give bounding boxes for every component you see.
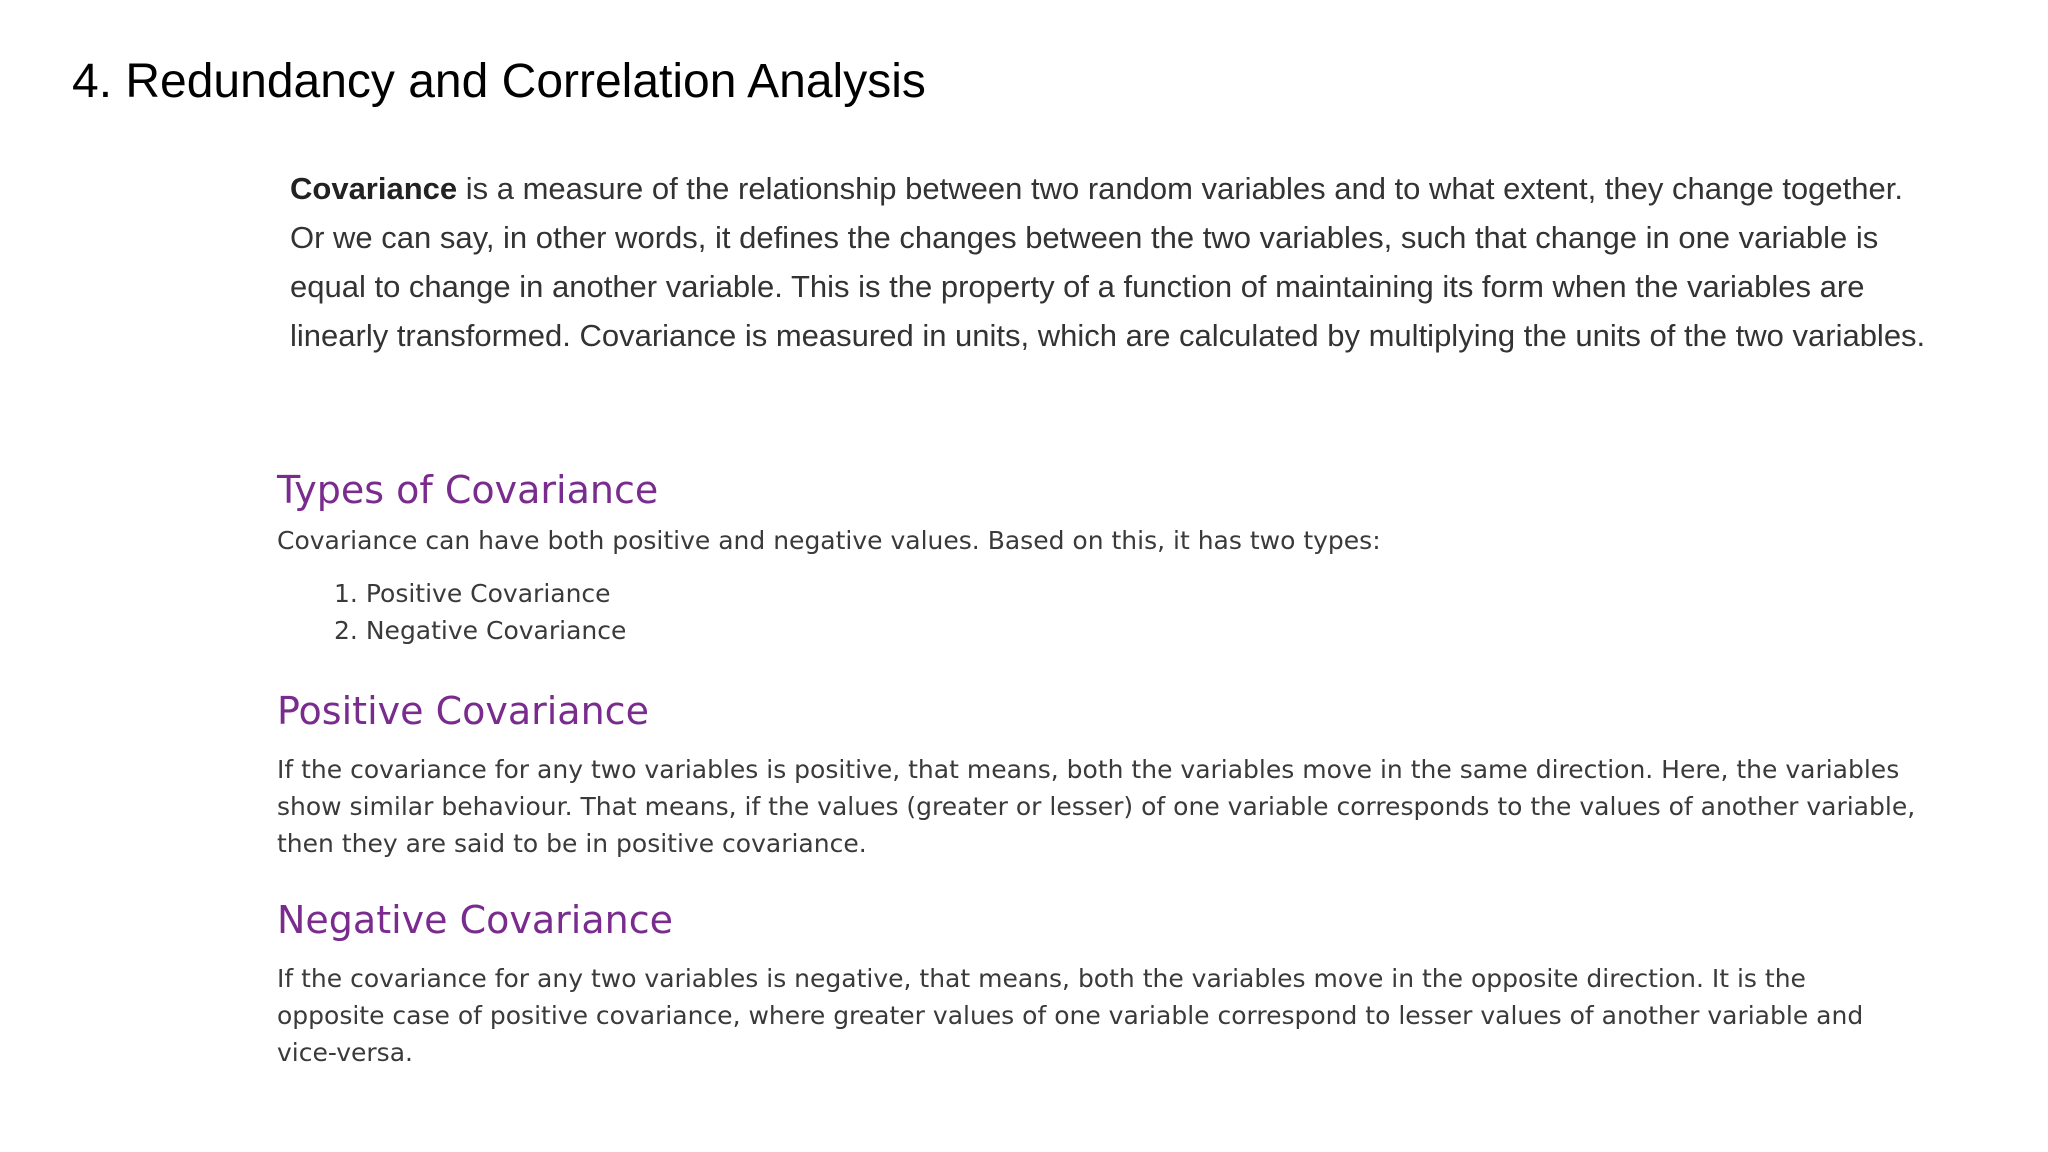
covariance-content [277, 462, 1917, 1071]
types-of-covariance-heading: Types of Covariance [277, 468, 659, 512]
slide-title: 4. Redundancy and Correlation Analysis [72, 55, 926, 108]
list-item-number: 2. [334, 616, 358, 645]
list-item [334, 612, 1917, 649]
types-of-covariance-text: Covariance can have both positive and negative values. Based on this, it has two types: [277, 526, 1381, 555]
list-item-label: Negative Covariance [365, 616, 627, 645]
covariance-definition [290, 164, 1930, 360]
covariance-term: Covariance [290, 171, 458, 206]
positive-covariance-heading: Positive Covariance [277, 689, 649, 733]
list-item-label: Positive Covariance [365, 579, 611, 608]
positive-covariance-text: If the covariance for any two variables is positive, that means, both the variables move in the same direction. Here, the variables show similar behaviour. That means, if the values (greater or lesser) of one variable corresponds to the values of another variable, then they are said to be in positive covariance. [277, 755, 1916, 858]
list-item [334, 575, 1917, 612]
covariance-definition-text: is a measure of the relationship between two random variables and to what extent, they change together. Or we can say, in other words, it defines the changes between the two variables, such that change in one variable is equal to change in another variable. This is the property of a function of maintaining its form when the variables are linearly transformed. Covariance is measured in units, which are calculated by multiplying the units of the two variables. [290, 171, 1926, 353]
negative-covariance-heading: Negative Covariance [277, 898, 673, 942]
list-item-number: 1. [334, 579, 358, 608]
negative-covariance-text: If the covariance for any two variables is negative, that means, both the variables move in the opposite direction. It is the opposite case of positive covariance, where greater values of one variable correspond to lesser values of another variable and vice-versa. [277, 964, 1864, 1067]
covariance-types-list [277, 575, 1917, 649]
